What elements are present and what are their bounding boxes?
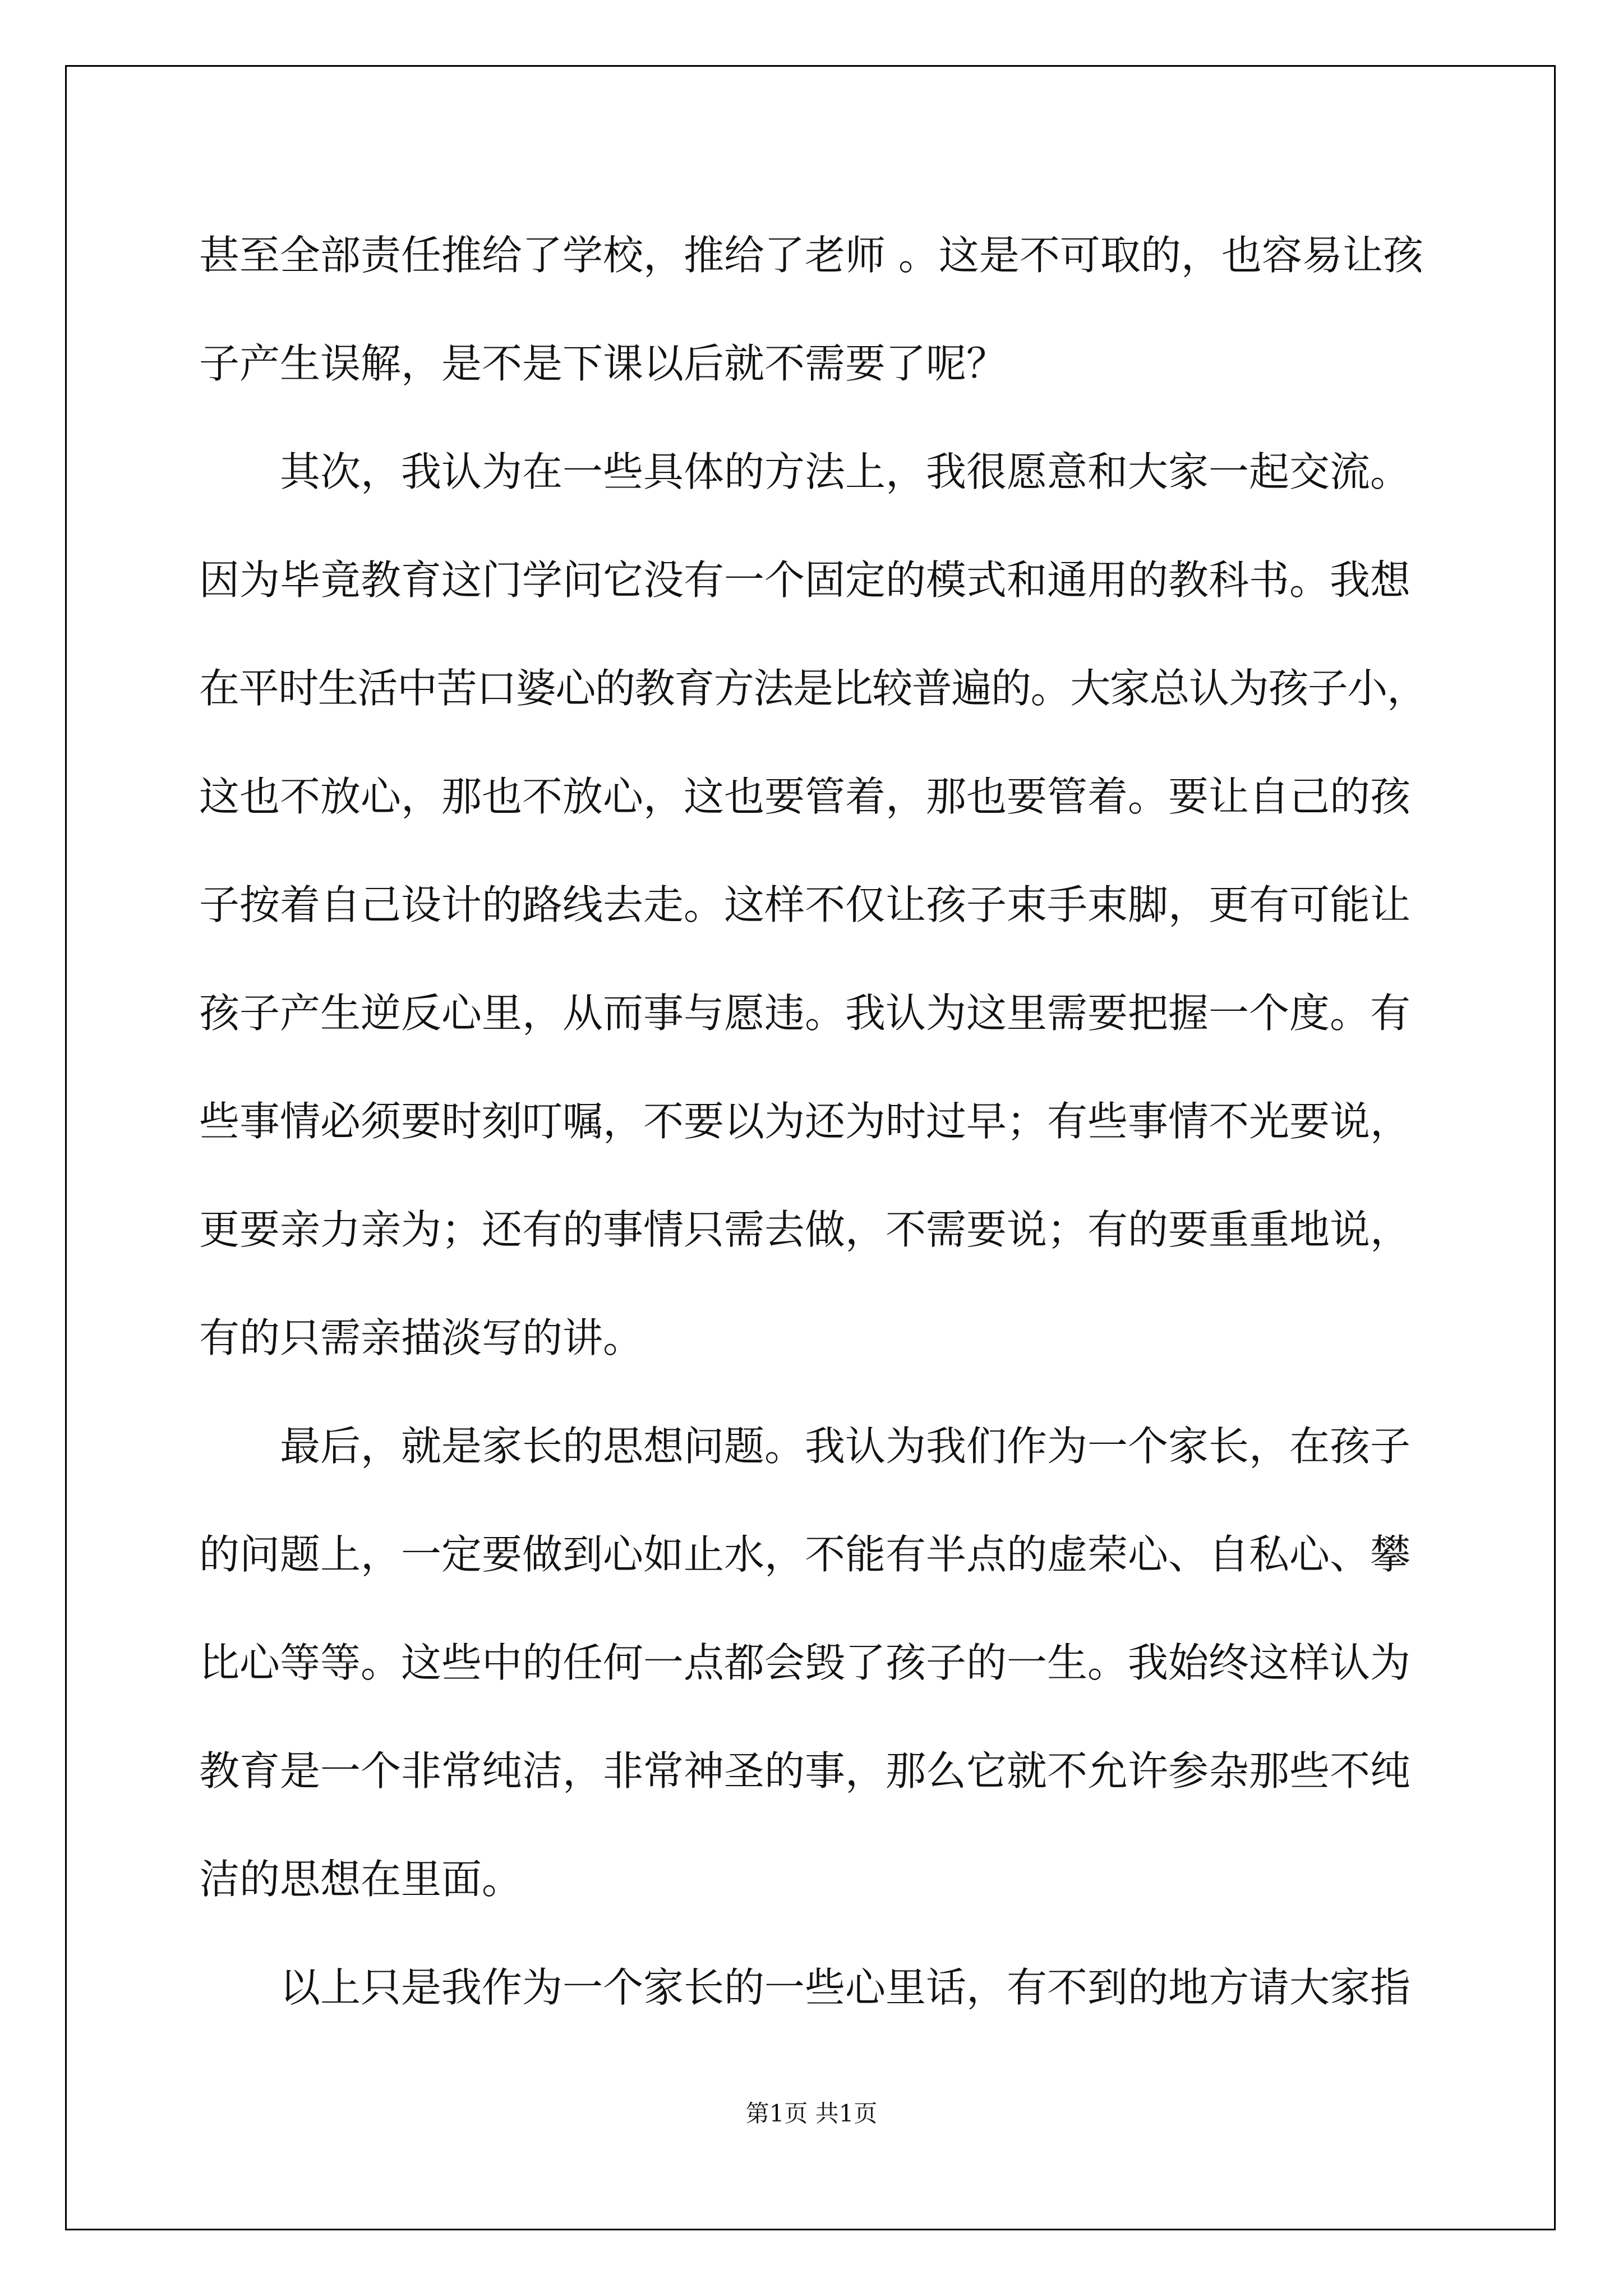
- text-line: 更要亲力亲为；还有的事情只需去做，不需要说；有的要重重地说，: [199, 1206, 1411, 1253]
- text-line: 这也不放心，那也不放心，这也要管着，那也要管着。要让自己的孩: [199, 773, 1411, 820]
- text-line: 孩子产生逆反心里，从而事与愿违。我认为这里需要把握一个度。有: [199, 990, 1411, 1037]
- text-line: 因为毕竟教育这门学问它没有一个固定的模式和通用的教科书。我想: [199, 556, 1411, 604]
- paragraph-start-line: 其次，我认为在一些具体的方法上，我很愿意和大家一起交流。: [280, 448, 1411, 495]
- text-line: 有的只需亲描淡写的讲。: [199, 1314, 644, 1361]
- text-line: 些事情必须要时刻叮嘱，不要以为还为时过早；有些事情不光要说，: [199, 1098, 1411, 1145]
- page-number-footer: 第1页 共1页: [745, 2100, 878, 2127]
- text-line: 子按着自己设计的路线去走。这样不仅让孩子束手束脚，更有可能让: [199, 881, 1411, 928]
- paragraph-start-line: 以上只是我作为一个家长的一些心里话，有不到的地方请大家指: [280, 1964, 1411, 2011]
- text-line: 子产生误解，是不是下课以后就不需要了呢？: [199, 340, 1007, 387]
- text-line: 甚至全部责任推给了学校，推给了老师 。这是不可取的，也容易让孩: [199, 232, 1423, 279]
- text-line: 洁的思想在里面。: [199, 1856, 523, 1903]
- text-line: 比心等等。这些中的任何一点都会毁了孩子的一生。我始终这样认为: [199, 1639, 1411, 1686]
- paragraph-start-line: 最后，就是家长的思想问题。我认为我们作为一个家长，在孩子: [280, 1423, 1411, 1470]
- text-line: 在平时生活中苦口婆心的教育方法是比较普遍的。大家总认为孩子小，: [199, 665, 1427, 712]
- text-line: 教育是一个非常纯洁，非常神圣的事，那么它就不允许参杂那些不纯: [199, 1747, 1411, 1795]
- text-line: 的问题上，一定要做到心如止水，不能有半点的虚荣心、自私心、攀: [199, 1531, 1411, 1578]
